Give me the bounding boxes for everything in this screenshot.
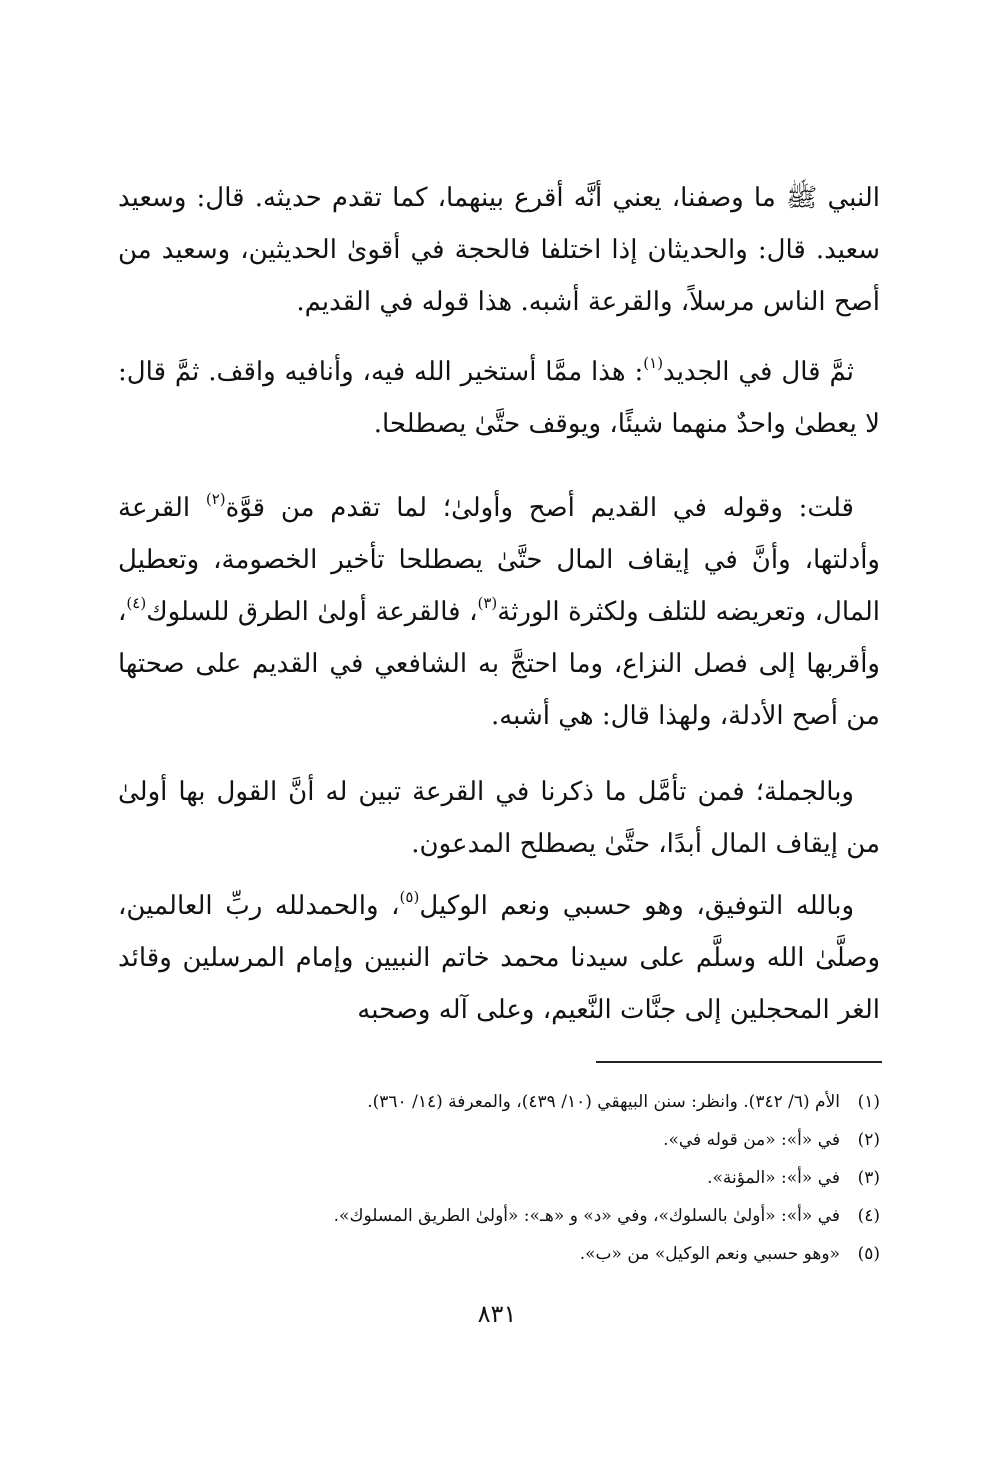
footnote-4	[118, 1197, 880, 1235]
footnote-number: (٢)	[857, 1130, 880, 1150]
footnote-text: في «أ»: «أولىٰ بالسلوك»، وفي «د» و «هـ»: «أولىٰ الطريق المسلوك».	[333, 1206, 840, 1226]
footnote-text: في «أ»: «من قوله في».	[663, 1130, 840, 1150]
paragraph-2	[118, 346, 880, 450]
paragraph-4-text: وبالجملة؛ فمن تأمَّل ما ذكرنا في القرعة تبين له أنَّ القول بها أولىٰ من إيقاف المال أبدًا، حتَّىٰ يصطلح المدعون.	[118, 777, 880, 859]
paragraph-2-text-b: : هذا ممَّا أستخير الله فيه، وأنافيه واقف. ثمَّ قال: لا يعطىٰ واحدٌ منهما شيئًا، ويوقف حتَّىٰ يصطلحا.	[118, 357, 880, 439]
footnote-number: (٣)	[857, 1168, 880, 1188]
footnote-ref-2[interactable]: (٢)	[205, 490, 226, 508]
paragraph-1-text: النبي ﷺ ما وصفنا، يعني أنَّه أقرع بينهما، كما تقدم حديثه. قال: وسعيد سعيد. قال: والحديثان إذا اختلفا فالحجة في أقوىٰ الحديثين، وسعيد من أصح الناس مرسلاً، والقرعة أشبه. هذا قوله في القديم.	[118, 183, 880, 317]
footnote-text: «وهو حسبي ونعم الوكيل» من «ب».	[579, 1244, 840, 1264]
footnote-text: الأم (٦/ ٣٤٢). وانظر: سنن البيهقي (١٠/ ٤٣٩)، والمعرفة (١٤/ ٣٦٠).	[367, 1092, 840, 1112]
paragraph-3-text-c: ، فالقرعة أولىٰ الطرق للسلوك	[146, 597, 478, 627]
paragraph-3-text-d: ، وأقربها إلى فصل النزاع، وما احتجَّ به الشافعي في القديم على صحتها من أصح الأدلة، ولهذا قال: هي أشبه.	[118, 597, 880, 731]
paragraph-5	[118, 880, 880, 1036]
paragraph-4	[118, 766, 880, 870]
paragraph-2-text-a: ثمَّ قال في الجديد	[663, 357, 854, 387]
footnote-text: في «أ»: «المؤنة».	[707, 1168, 840, 1188]
footnote-3	[118, 1159, 880, 1197]
footnotes-list	[118, 1083, 880, 1273]
footnote-divider	[596, 1061, 882, 1063]
footnote-ref-4[interactable]: (٤)	[126, 594, 147, 612]
footnote-2	[118, 1121, 880, 1159]
footnote-number: (٥)	[857, 1244, 880, 1264]
paragraph-3-text-a: قلت: وقوله في القديم أصح وأولىٰ؛ لما تقدم من قوَّة	[225, 493, 854, 523]
paragraph-5-text-a: وبالله التوفيق، وهو حسبي ونعم الوكيل	[419, 891, 854, 921]
paragraph-3	[118, 482, 880, 742]
footnote-number: (٤)	[857, 1206, 880, 1226]
footnote-number: (١)	[857, 1092, 880, 1112]
footnote-ref-3[interactable]: (٣)	[477, 594, 498, 612]
footnote-ref-5[interactable]: (٥)	[399, 888, 420, 906]
footnote-1	[118, 1083, 880, 1121]
paragraph-5-text-b: ، والحمدلله ربِّ العالمين، وصلَّىٰ الله وسلَّم على سيدنا محمد خاتم النبيين وإمام المرسلين وقائد الغر المحجلين إلى جنَّات النَّعيم، وعلى آله وصحبه	[118, 891, 880, 1025]
footnote-ref-1[interactable]: (١)	[643, 354, 664, 372]
paragraph-3-text-b: القرعة وأدلتها، وأنَّ في إيقاف المال حتَّىٰ يصطلحا تأخير الخصومة، وتعطيل المال، وتعريضه للتلف ولكثرة الورثة	[118, 493, 880, 627]
paragraph-1	[118, 172, 880, 328]
footnote-5	[118, 1235, 880, 1273]
page-number: ٨٣١	[477, 1300, 517, 1328]
